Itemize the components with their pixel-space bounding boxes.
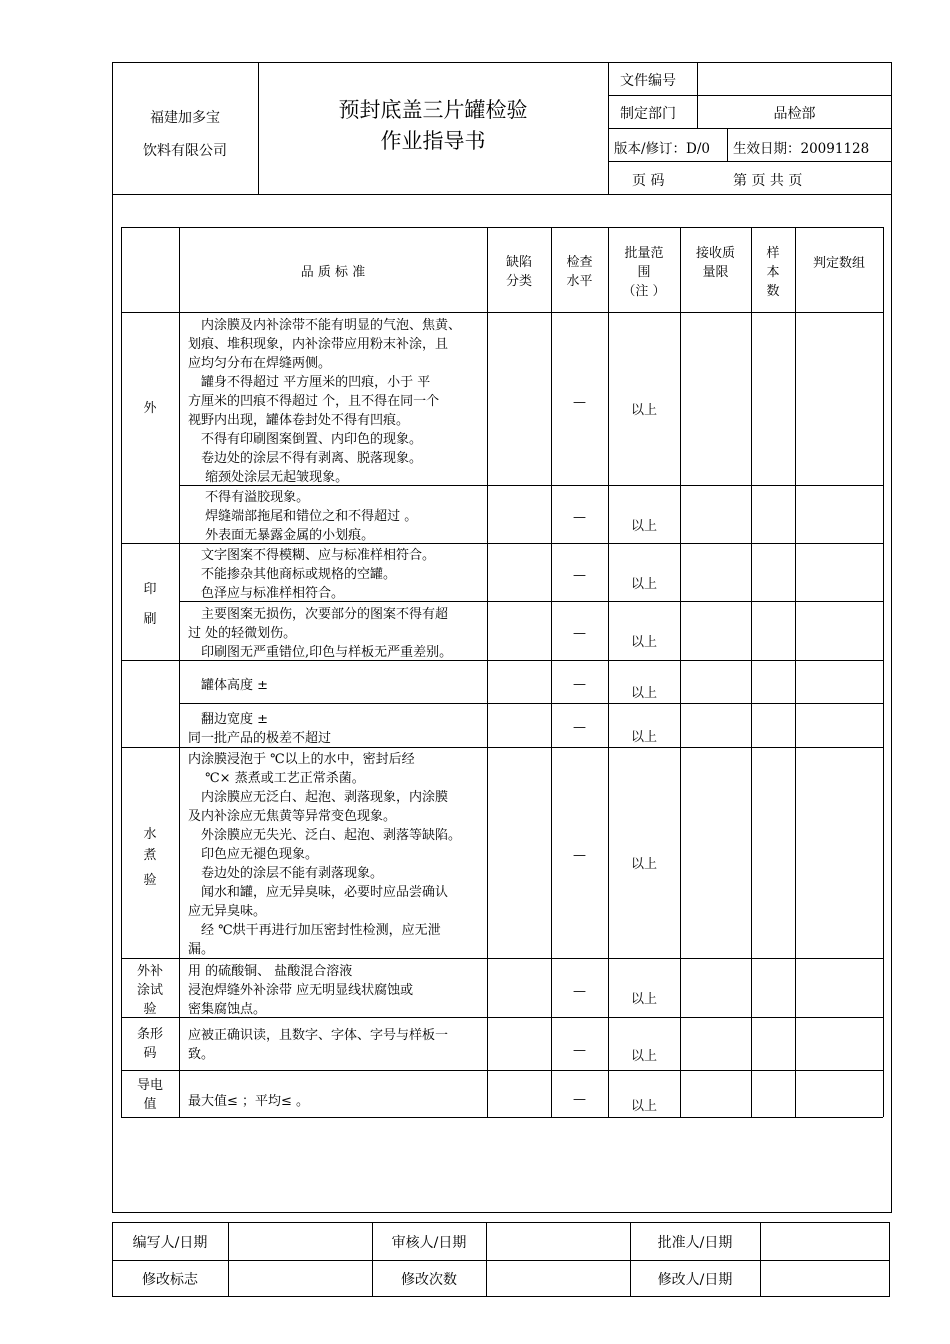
category-printing-2: 刷: [143, 612, 157, 627]
category-conductivity: 导电 值: [136, 1078, 163, 1112]
frame-top-border: [112, 62, 892, 63]
version-label: 版本/修订：D/0: [614, 141, 711, 157]
row-coating-standard: 用 的硫酸铜、 盐酸混合溶液 浸泡焊缝外补涂带 应无明显线状腐蚀或 密集腐蚀点。: [188, 964, 414, 1017]
batch-row-4: 以上: [630, 635, 657, 650]
revision-mark-label: 修改标志: [142, 1272, 198, 1288]
batch-row-6: 以上: [630, 730, 657, 745]
row-conductivity-standard: 最大值≤ ；平均≤ 。: [188, 1094, 310, 1109]
level-row-10: —: [573, 1092, 586, 1107]
level-row-1: —: [573, 395, 586, 410]
page-label: 页 码: [632, 173, 665, 189]
batch-row-8: 以上: [630, 992, 657, 1007]
frame-bottom-border: [112, 1212, 892, 1213]
effective-date: 生效日期：20091128: [733, 141, 870, 157]
header-defect-class: 缺陷 分类: [505, 255, 532, 289]
category-appearance: 外: [143, 401, 157, 416]
row-can-height-standard: 罐体高度 ±: [188, 678, 269, 693]
category-printing-1: 印: [143, 582, 157, 597]
category-boiling-test: 水 煮 验: [143, 827, 157, 888]
row-boiling-standard: 内涂膜浸泡于 ℃以上的水中，密封后经 ℃× 蒸煮或工艺正常杀菌。 内涂膜应无泛白、起泡、剥落现象，内涂膜 及内补涂应无焦黄等异常变色现象。 外涂膜应无失光、泛白、起泡、剥落等缺陷。 印色应无褪色现象。 卷边处的涂层不能有剥落现象。 闻水和罐，应无异臭味，必要时应品尝确认 应无异臭味。 经 ℃烘干再进行加压密封性检测，应无泄 漏。: [188, 752, 462, 957]
author-label: 编写人/日期: [132, 1235, 208, 1251]
header-batch-range: 批量范 围 （注 ）: [622, 246, 666, 299]
row-printing-a-standard: 文字图案不得模糊、应与标准样相符合。 不能掺杂其他商标或规格的空罐。 色泽应与标准样相符合。: [188, 548, 436, 601]
level-row-2: —: [573, 510, 586, 525]
batch-row-10: 以上: [630, 1099, 657, 1114]
batch-row-5: 以上: [630, 686, 657, 701]
revision-count-label: 修改次数: [401, 1272, 457, 1288]
level-row-4: —: [573, 626, 586, 641]
header-inspection-level: 检查 水平: [566, 255, 593, 289]
level-row-8: —: [573, 984, 586, 999]
row-appearance-b-standard: 不得有溢胶现象。 焊缝端部拖尾和错位之和不得超过 。 外表面无暴露金属的小划痕。: [188, 490, 418, 543]
company-line1: 福建加多宝: [150, 110, 220, 126]
page-value: 第 页 共 页: [733, 173, 803, 189]
reviewer-label: 审核人/日期: [391, 1235, 467, 1251]
header-quality-standard: 品 质 标 准: [300, 265, 366, 280]
level-row-5: —: [573, 677, 586, 692]
level-row-9: —: [573, 1043, 586, 1058]
dept-label: 制定部门: [620, 106, 676, 122]
level-row-3: —: [573, 568, 586, 583]
header-aql: 接收质 量限: [695, 246, 735, 280]
level-row-7: —: [573, 848, 586, 863]
title-line1: 预封底盖三片罐检验: [338, 98, 528, 122]
frame-right-border: [891, 62, 892, 1213]
level-row-6: —: [573, 720, 586, 735]
modifier-label: 修改人/日期: [657, 1272, 733, 1288]
company-line2: 饮料有限公司: [143, 143, 227, 159]
row-flange-width-standard: 翻边宽度 ± 同一批产品的极差不超过: [188, 712, 332, 746]
header-judgement: 判定数组: [812, 256, 865, 271]
row-barcode-standard: 应被正确识读，且数字、字体、字号与样板一 致。: [188, 1028, 449, 1062]
row-printing-b-standard: 主要图案无损伤，次要部分的图案不得有超 过 处的轻微划伤。 印刷图无严重错位,印色与样板无严重差别。: [188, 607, 453, 660]
row-appearance-a-standard: 内涂膜及内补涂带不能有明显的气泡、焦黄、 划痕、堆积现象，内补涂带应用粉末补涂，且 应均匀分布在焊缝两侧。 罐身不得超过 平方厘米的凹痕，小于 平 方厘米的凹痕不得超过 个，且不得在同一个 视野内出现，罐体卷封处不得有凹痕。 不得有印刷图案倒置、内印色的现象。 卷边处的涂层不得有剥离、脱落现象。 缩颈处涂层无起皱现象。: [188, 318, 462, 485]
batch-row-7: 以上: [630, 857, 657, 872]
frame-left-border: [112, 62, 113, 1213]
batch-row-3: 以上: [630, 577, 657, 592]
batch-row-9: 以上: [630, 1049, 657, 1064]
batch-row-2: 以上: [630, 519, 657, 534]
batch-row-1: 以上: [630, 403, 657, 418]
doc-no-label: 文件编号: [620, 73, 676, 89]
approver-label: 批准人/日期: [657, 1235, 733, 1251]
title-line2: 作业指导书: [380, 129, 486, 153]
category-barcode: 条形 码: [136, 1027, 163, 1061]
dept-value: 品检部: [773, 106, 816, 122]
category-coating-test: 外补 涂试 验: [136, 964, 163, 1017]
header-sample-size: 样 本 数: [766, 246, 780, 299]
